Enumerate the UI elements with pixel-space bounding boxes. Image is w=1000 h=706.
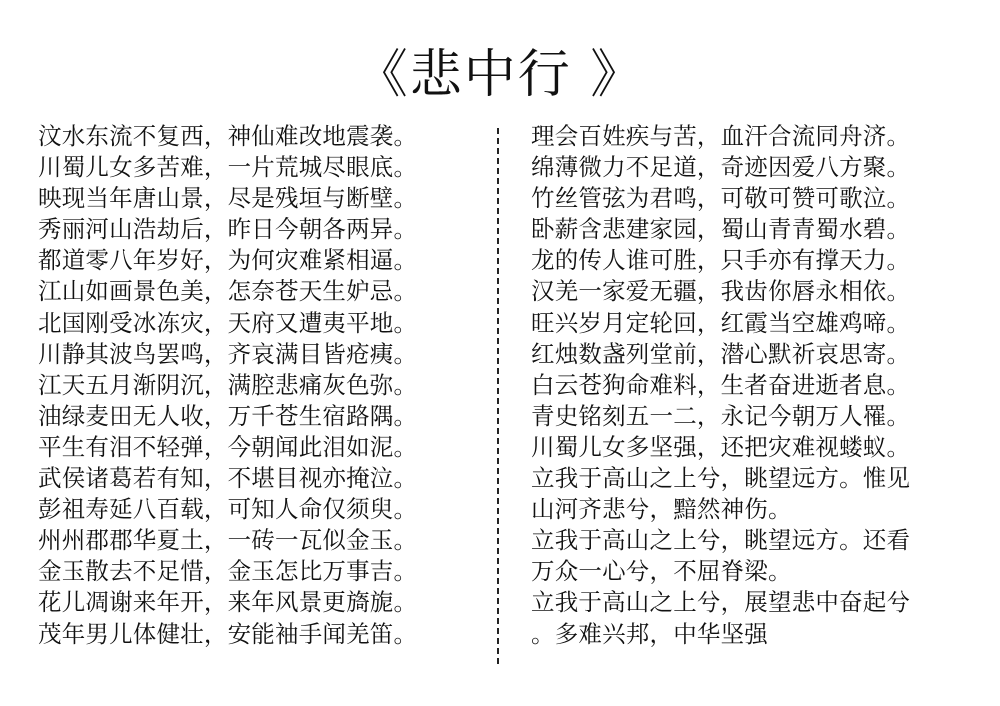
poem-line: 川静其波鸟罢鸣，齐哀满目皆疮痍。 bbox=[38, 339, 418, 368]
poem-line: 金玉散去不足惜，金玉怎比万事吉。 bbox=[38, 557, 418, 586]
poem-line: 立我于高山之上兮，眺望远方。还看 bbox=[531, 526, 911, 555]
poem-line: 青史铭刻五一二，永记今朝万人罹。 bbox=[531, 401, 911, 430]
poem-line: 川蜀儿女多坚强，还把灾难视蝼蚁。 bbox=[531, 432, 911, 461]
poem-line: 理会百姓疾与苦，血汗合流同舟济。 bbox=[531, 122, 911, 150]
poem-line: 映现当年唐山景，尽是残垣与断壁。 bbox=[38, 184, 418, 213]
poem-line: 彭祖寿延八百载，可知人命仅须臾。 bbox=[38, 495, 418, 524]
poem-line: 卧薪含悲建家园，蜀山青青蜀水碧。 bbox=[531, 215, 911, 244]
poem-right-column bbox=[531, 121, 986, 650]
poem-line: 江天五月渐阴沉，满腔悲痛灰色弥。 bbox=[38, 370, 418, 399]
poem-line: 花儿凋谢来年开，来年风景更旖旎。 bbox=[38, 588, 418, 617]
poem-line: 茂年男儿体健壮，安能袖手闻羌笛。 bbox=[38, 619, 418, 648]
poem-line: 州州郡郡华夏土，一砖一瓦似金玉。 bbox=[38, 526, 418, 555]
poem-line: 立我于高山之上兮，展望悲中奋起兮 bbox=[531, 588, 911, 617]
poem-line: 竹丝管弦为君鸣，可敬可赞可歌泣。 bbox=[531, 184, 911, 213]
poem-line: 立我于高山之上兮，眺望远方。惟见 bbox=[531, 464, 911, 493]
poem-line: 油绿麦田无人收，万千苍生宿路隅。 bbox=[38, 401, 418, 430]
poem-line: 川蜀儿女多苦难，一片荒城尽眼底。 bbox=[38, 153, 418, 182]
poem-line: 红烛数盏列堂前，潜心默祈哀思寄。 bbox=[531, 339, 911, 368]
poem-line: 汉羌一家爱无疆，我齿你唇永相依。 bbox=[531, 277, 911, 306]
poem-line: 龙的传人谁可胜，只手亦有撑天力。 bbox=[531, 246, 911, 275]
poem-line: 江山如画景色美，怎奈苍天生妒忌。 bbox=[38, 277, 418, 306]
poem-line: 绵薄微力不足道，奇迹因爱八方聚。 bbox=[531, 153, 911, 182]
poem-line: 山河齐悲兮，黯然神伤。 bbox=[531, 495, 792, 524]
poem-line: 旺兴岁月定轮回，红霞当空雄鸡啼。 bbox=[531, 308, 911, 337]
poem-line: 万众一心兮，不屈脊梁。 bbox=[531, 557, 792, 586]
poem-left-column bbox=[38, 121, 478, 650]
poem-line: 汶水东流不复西，神仙难改地震袭。 bbox=[38, 122, 418, 150]
poem-line: 北国刚受冰冻灾，天府又遭夷平地。 bbox=[38, 308, 418, 337]
poem-line: 都道零八年岁好，为何灾难紧相逼。 bbox=[38, 246, 418, 275]
poem-title: 《悲中行 》 bbox=[355, 44, 645, 105]
poem-line: 。多难兴邦，中华坚强 bbox=[531, 619, 768, 648]
poem-line: 秀丽河山浩劫后，昨日今朝各两异。 bbox=[38, 215, 418, 244]
column-divider bbox=[497, 128, 499, 664]
poem-line: 平生有泪不轻弹，今朝闻此泪如泥。 bbox=[38, 432, 418, 461]
poem-line: 白云苍狗命难料，生者奋进逝者息。 bbox=[531, 370, 911, 399]
poem-line: 武侯诸葛若有知，不堪目视亦掩泣。 bbox=[38, 464, 418, 493]
